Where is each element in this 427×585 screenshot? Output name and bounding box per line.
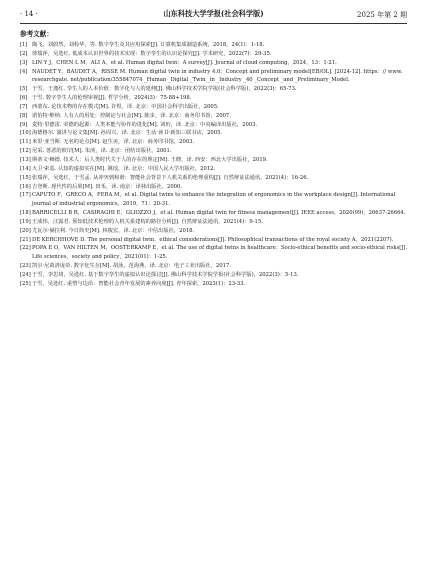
- reference-item: [20, 59, 408, 68]
- reference-number: [25]: [20, 280, 31, 287]
- reference-number: [21]: [20, 236, 31, 243]
- reference-item: [20, 68, 408, 86]
- reference-text: NAUDET Y，BAUDET A，RISSE M. Human digital twin in industry 4.0：Concept and preliminary model[EB/OL]. [2024-12]. https：// www. researchgate. net/publication/355847074 _Human _Digital _Twin _in _Industry _40 _Concept _and _Preliminary_Model.: [32, 68, 403, 84]
- reference-item: [20, 244, 408, 262]
- reference-item: [20, 156, 408, 165]
- reference-item: [20, 174, 408, 183]
- reference-number: [5]: [20, 86, 28, 93]
- reference-text: 尼采. 善恶的彼岸[M]. 朱泱，译. 北京：团结出版社，2001.: [32, 148, 172, 155]
- reference-text: POPA E O，VAN HILTEN M，OOSTERKAMP E，et al. The use of digital twins in healthcare：Socio-ethical benefits and socio-ethical risks[J]. Life sciences，society and policy，2021(01)：1-25.: [32, 245, 408, 261]
- reference-number: [16]: [20, 183, 31, 190]
- reference-item: [20, 50, 408, 59]
- reference-item: [20, 209, 408, 218]
- reference-item: [20, 280, 408, 289]
- reference-text: 海德格尔. 演讲与论文集[M]. 孙周兴，译. 北京：生活·读书·新知三联书店，2005.: [32, 130, 223, 137]
- reference-number: [12]: [20, 148, 31, 155]
- reference-item: [20, 41, 408, 50]
- reference-text: 于雪，吴选红. 重塑与边沿：智能社会青年发展的素养向度[J]. 青年探索，2023(1)：23-33.: [32, 280, 246, 287]
- issue-label: 2025 年第 2 期: [357, 11, 407, 19]
- reference-number: [7]: [20, 103, 28, 110]
- reference-number: [15]: [20, 174, 31, 181]
- reference-item: [20, 218, 408, 227]
- reference-text: 于雪，李思琦，吴选红. 基于数字孪生的虚拟认识论探讨[J]. 佛山科学技术学院学报(社会科学版)，2022(3)：5-13.: [32, 271, 299, 278]
- reference-number: [22]: [20, 245, 31, 252]
- reference-item: [20, 103, 408, 112]
- reference-text: 张瑞萍，吴选红，于雪孟. 从冲突到和谐：智能社会背景下人机关系的伦理重构[J]. 自然辩证法通讯，2021(4)：16-26.: [32, 174, 309, 181]
- reference-number: [8]: [20, 112, 28, 119]
- reference-number: [6]: [20, 95, 28, 102]
- reference-number: [9]: [20, 121, 28, 128]
- reference-text: 西蒙东. 论技术物的存在模式[M]. 许煜，译. 北京：中国社会科学出版社，2005.: [32, 103, 219, 110]
- reference-text: CAPUTO F，GRECO A，FERA M，et al. Digital twins to enhance the integration of ergonomics in the workplace design[J]. International journal of industrial ergonomics，2019，71：20-31.: [32, 192, 396, 208]
- reference-number: [10]: [20, 130, 31, 137]
- reference-text: 于雪. 数字孪生人的伦理审视[J]. 哲学分析，2024(3)：75-88+198.: [32, 95, 192, 102]
- reference-text: 麦特·里德雷. 美德的起源：人类本能与协作的进化[M]. 刘珩，译. 北京：中央编译出版社，2003.: [32, 121, 258, 128]
- reference-number: [11]: [20, 139, 31, 146]
- reference-item: [20, 271, 408, 280]
- reference-text: 于雪，王逸红. 孪生人的人本价值：数字化与人的延伸[J]. 佛山科学技术学院学报(社会科学版)，2022(3)：65-73.: [32, 86, 297, 93]
- reference-text: LIN Y J，CHEN L M，ALI A，et al. Human digital twin：A survey[J]. Journal of cloud computing，2024，13：1-21.: [32, 59, 337, 66]
- reference-item: [20, 112, 408, 121]
- reference-number: [17]: [20, 192, 31, 199]
- reference-text: DE KERCHHOVE D. The personal digital twin，ethical considerations[J]. Philosophical transactions of the royal society A，2021(2207).: [32, 236, 394, 243]
- references-title: 参考文献：: [20, 30, 53, 38]
- reference-text: 米里·亚当斯. 无名的论点[M]. 赵生美，译. 北京：商务印书馆，2003.: [32, 139, 195, 146]
- reference-text: 徐瑞萍，吴选红. 低成本认识世界的技术实现：数字孪生的认识论探究[J]. 学术研究，2022(7)：29-35.: [32, 50, 272, 57]
- header-rule: [20, 23, 407, 24]
- reference-text: 凯尔·尼葛洛庞帝. 数字化生存[M]. 胡泳，范海燕，译. 北京：电子工业出版社，2017.: [32, 263, 231, 270]
- reference-item: [20, 121, 408, 130]
- reference-item: [20, 147, 408, 156]
- reference-number: [13]: [20, 156, 31, 163]
- reference-number: [1]: [20, 42, 28, 48]
- reference-item: [20, 165, 408, 174]
- page-number: · 14 ·: [20, 10, 38, 18]
- reference-item: [20, 262, 408, 271]
- reference-number: [24]: [20, 271, 31, 278]
- reference-item: [20, 138, 408, 147]
- reference-number: [4]: [20, 68, 28, 75]
- reference-item: [20, 227, 408, 236]
- reference-number: [19]: [20, 218, 31, 225]
- reference-number: [18]: [20, 210, 31, 217]
- reference-text: 诺伯特·维纳. 人有人的用处：控制论与社会[M]. 陈步，译. 北京：商务印书馆，2007.: [32, 112, 231, 119]
- reference-item: [20, 94, 408, 103]
- reference-number: [2]: [20, 50, 28, 57]
- reference-item: [20, 129, 408, 138]
- reference-item: [20, 85, 408, 94]
- reference-text: 陶飞，刘蔚然，刘检华，等. 数字孪生及其应用探索[J]. 计算机集成制造系统，2018，24(1)：1-18.: [32, 42, 265, 48]
- reference-text: 大卫·索基. 认知的虚拟实在[M]. 姚瑶，译. 北京：中国人民大学出版社，2012.: [32, 165, 216, 172]
- page-header: [20, 9, 407, 21]
- reference-text: BARRICELLI B R，CASIRAGHI E，GLIOZZO J，et al. Human digital twin for fitness management[J]. IEEE access，2020(99)，26637-26664.: [32, 210, 406, 217]
- reference-text: 王成伟，汪露君. 预知低技术伦理的人机关系建构的路径分析[J]. 自然辩证法通讯，2021(4)：9-15.: [32, 218, 263, 225]
- reference-number: [3]: [20, 59, 28, 66]
- reference-text: 斯蒂文·赖德. 技术人：后人类时代关于人的存在的规定[M]. 王晓，译. 西安：西北大学出版社，2019.: [32, 156, 268, 163]
- reference-number: [23]: [20, 263, 31, 270]
- reference-text: 尤瓦尔·赫拉利. 今日简史[M]. 林俊宏，译. 北京：中信出版社，2018.: [32, 227, 195, 234]
- journal-title: 山东科技大学学报(社会科学版): [163, 9, 264, 18]
- reference-item: [20, 236, 408, 245]
- reference-item: [20, 183, 408, 192]
- reference-text: 吉登斯. 现代性的后果[M]. 田禾，译. 南京：译林出版社，2000.: [32, 183, 183, 190]
- reference-item: [20, 191, 408, 209]
- reference-number: [14]: [20, 165, 31, 172]
- reference-list: [20, 41, 408, 289]
- reference-number: [20]: [20, 227, 31, 234]
